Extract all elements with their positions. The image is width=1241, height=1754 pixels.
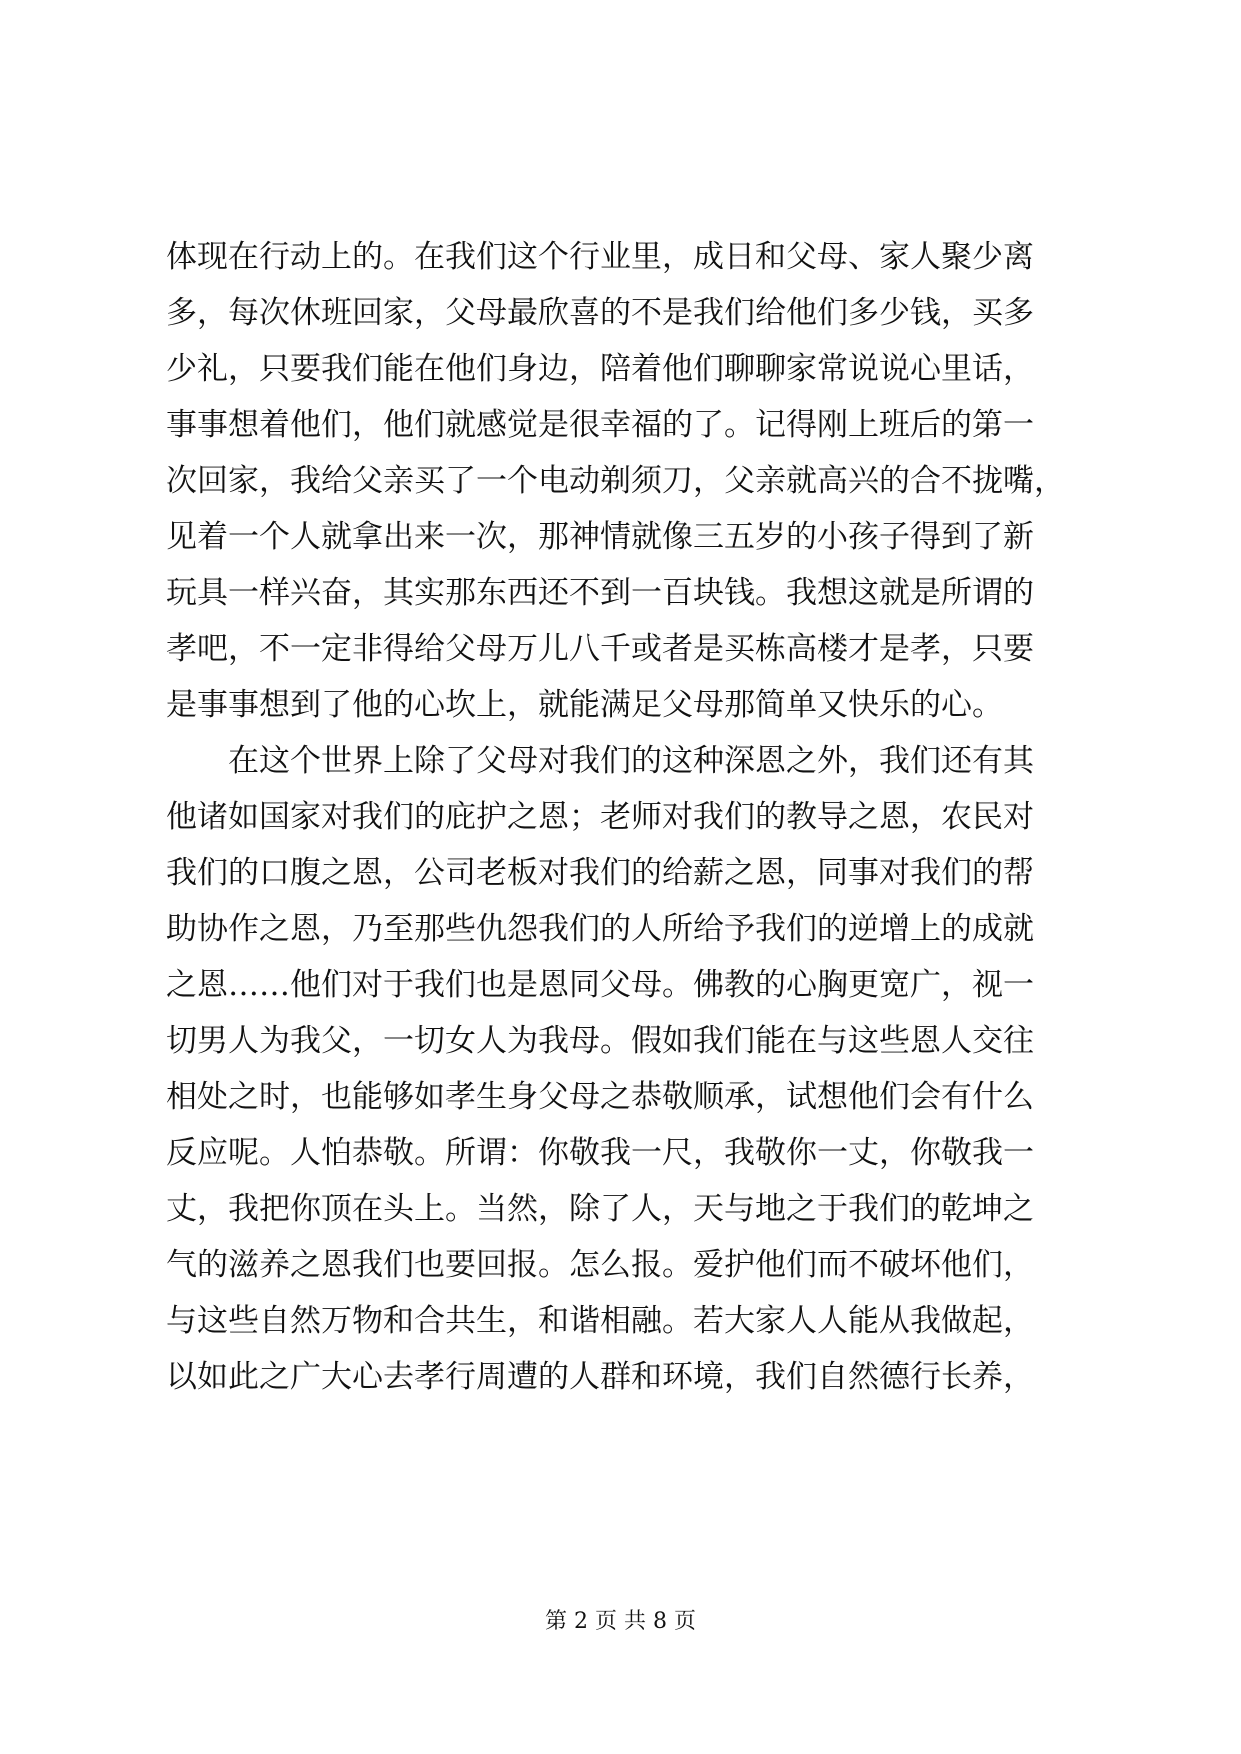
text-line: 体现在行动上的。在我们这个行业里，成日和父母、家人聚少离 xyxy=(166,239,1034,275)
text-line: 少礼，只要我们能在他们身边，陪着他们聊聊家常说说心里话， xyxy=(166,351,1034,387)
paragraph-first-line: 在这个世界上除了父母对我们的这种深恩之外，我们还有其 xyxy=(228,743,1034,779)
text-line: 反应呢。人怕恭敬。所谓：你敬我一尺，我敬你一丈，你敬我一 xyxy=(166,1135,1034,1171)
text-line: 以如此之广大心去孝行周遭的人群和环境，我们自然德行长养， xyxy=(166,1359,1034,1395)
text-line: 相处之时，也能够如孝生身父母之恭敬顺承，试想他们会有什么 xyxy=(166,1079,1034,1115)
text-line: 他诸如国家对我们的庇护之恩；老师对我们的教导之恩，农民对 xyxy=(166,799,1034,835)
text-line: 切男人为我父，一切女人为我母。假如我们能在与这些恩人交往 xyxy=(166,1023,1034,1059)
text-line: 孝吧，不一定非得给父母万儿八千或者是买栋高楼才是孝，只要 xyxy=(166,631,1034,667)
body-text xyxy=(166,229,1096,1405)
page-number-footer: 第 2 页 共 8 页 xyxy=(545,1609,696,1634)
text-line: 之恩……他们对于我们也是恩同父母。佛教的心胸更宽广，视一 xyxy=(166,967,1034,1003)
text-line: 我们的口腹之恩，公司老板对我们的给薪之恩，同事对我们的帮 xyxy=(166,855,1034,891)
text-line: 多，每次休班回家，父母最欣喜的不是我们给他们多少钱，买多 xyxy=(166,295,1034,331)
text-line: 丈，我把你顶在头上。当然，除了人，天与地之于我们的乾坤之 xyxy=(166,1191,1034,1227)
text-line: 事事想着他们，他们就感觉是很幸福的了。记得刚上班后的第一 xyxy=(166,407,1034,443)
text-line: 与这些自然万物和合共生，和谐相融。若大家人人能从我做起， xyxy=(166,1303,1034,1339)
text-line: 玩具一样兴奋，其实那东西还不到一百块钱。我想这就是所谓的 xyxy=(166,575,1034,611)
text-line: 见着一个人就拿出来一次，那神情就像三五岁的小孩子得到了新 xyxy=(166,519,1034,555)
text-line: 次回家，我给父亲买了一个电动剃须刀，父亲就高兴的合不拢嘴， xyxy=(166,463,1065,499)
text-line: 气的滋养之恩我们也要回报。怎么报。爱护他们而不破坏他们， xyxy=(166,1247,1034,1283)
text-line: 助协作之恩，乃至那些仇怨我们的人所给予我们的逆增上的成就 xyxy=(166,911,1034,947)
text-line: 是事事想到了他的心坎上，就能满足父母那简单又快乐的心。 xyxy=(166,687,1003,723)
